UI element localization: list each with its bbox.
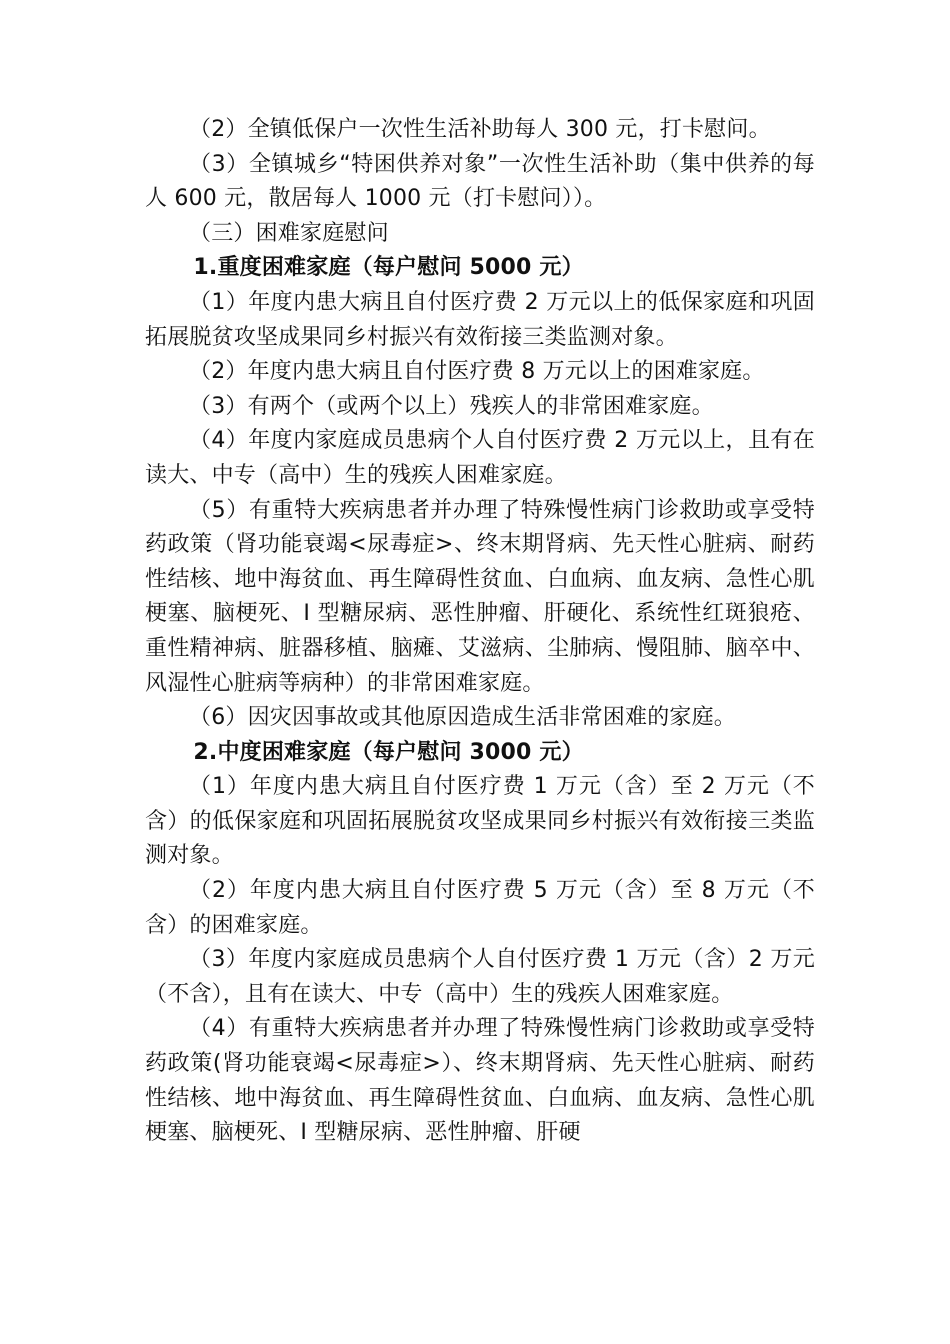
paragraph-severe-item-3: （3）有两个（或两个以上）残疾人的非常困难家庭。 <box>189 393 714 419</box>
subheading-moderate-difficulty: 2.中度困难家庭（每户慰问 3000 元） <box>193 739 584 765</box>
paragraph-special-support-subsidy: （3）全镇城乡“特困供养对象”一次性生活补助（集中供养的每人 600 元，散居每人 1000 元（打卡慰问））。 <box>145 151 815 212</box>
paragraph-severe-item-6: （6）因灾因事故或其他原因造成生活非常困难的家庭。 <box>189 705 736 731</box>
paragraph-severe-item-4: （4）年度内家庭成员患病个人自付医疗费 2 万元以上，且有在读大、中专（高中）生的残疾人困难家庭。 <box>145 428 815 488</box>
section-heading-difficult-families: （三）困难家庭慰问 <box>189 220 389 246</box>
paragraph-moderate-item-1: （1）年度内患大病且自付医疗费 1 万元（含）至 2 万元（不含）的低保家庭和巩固拓展脱贫攻坚成果同乡村振兴有效衔接三类监测对象。 <box>145 774 815 869</box>
paragraph-low-income-subsidy: （2）全镇低保户一次性生活补助每人 300 元，打卡慰问。 <box>189 117 771 142</box>
paragraph-moderate-item-2: （2）年度内患大病且自付医疗费 5 万元（含）至 8 万元（不含）的困难家庭。 <box>145 878 815 938</box>
paragraph-severe-item-1: （1）年度内患大病且自付医疗费 2 万元以上的低保家庭和巩固拓展脱贫攻坚成果同乡村振兴有效衔接三类监测对象。 <box>145 289 815 350</box>
paragraph-severe-item-2: （2）年度内患大病且自付医疗费 8 万元以上的困难家庭。 <box>189 359 765 385</box>
document-body <box>145 113 815 1151</box>
paragraph-moderate-item-3: （3）年度内家庭成员患病个人自付医疗费 1 万元（含）2 万元（不含），且有在读大、中专（高中）生的残疾人困难家庭。 <box>145 947 815 1007</box>
subheading-severe-difficulty: 1.重度困难家庭（每户慰问 5000 元） <box>193 255 584 281</box>
paragraph-severe-item-5: （5）有重特大疾病患者并办理了特殊慢性病门诊救助或享受特药政策（肾功能衰竭<尿毒症>、终末期肾病、先天性心脏病、耐药性结核、地中海贫血、再生障碍性贫血、白血病、血友病、急性心肌梗塞、脑梗死、I 型糖尿病、恶性肿瘤、肝硬化、系统性红斑狼疮、重性精神病、脏器移植、脑瘫、艾滋病、尘肺病、慢阻肺、脑卒中、风湿性心脏病等病种）的非常困难家庭。 <box>145 497 815 696</box>
paragraph-moderate-item-4: （4）有重特大疾病患者并办理了特殊慢性病门诊救助或享受特药政策(肾功能衰竭<尿毒症>）、终末期肾病、先天性心脏病、耐药性结核、地中海贫血、再生障碍性贫血、白血病、血友病、急性心肌梗塞、脑梗死、I 型糖尿病、恶性肿瘤、肝硬 <box>145 1016 815 1146</box>
